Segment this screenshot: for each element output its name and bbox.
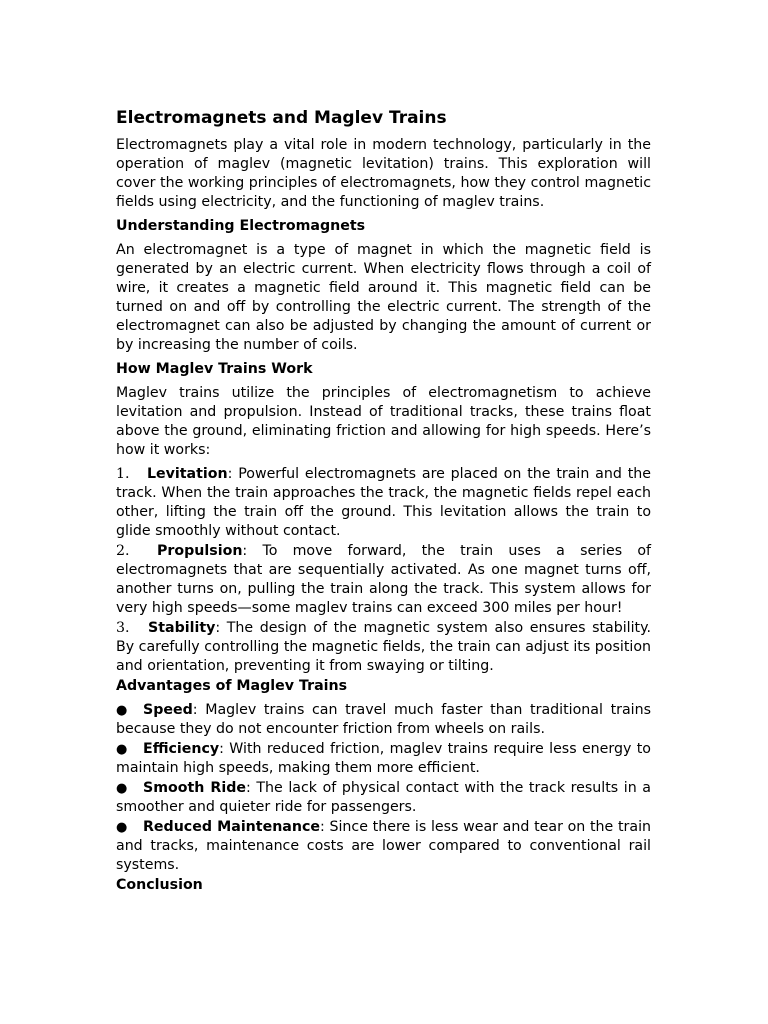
numbered-item-levitation — [116, 465, 651, 541]
bullet-item-speed — [116, 701, 651, 739]
electromagnets-paragraph: An electromagnet is a type of magnet in which the magnetic field is generated by an electric current. When electricity flows through a coil of wire, it creates a magnetic field around it. This magnetic field can be turned on and off by controlling the electric current. The strength of the electromagnet can also be adjusted by changing the amount of current or by increasing the number of coils. — [116, 242, 651, 353]
section-heading-electromagnets: Understanding Electromagnets — [116, 218, 366, 234]
document-page — [116, 100, 651, 900]
bullet-term: Reduced Maintenance — [143, 819, 320, 835]
intro-paragraph: Electromagnets play a vital role in modern technology, particularly in the operation of maglev (magnetic levitation) trains. This exploration will cover the working principles of electromagnets, how they control magnetic fields using electricity, and the functioning of maglev trains. — [116, 137, 651, 210]
bullet-text: : Maglev trains can travel much faster than traditional trains because they do not encounter friction from wheels on rails. — [116, 702, 651, 737]
numbered-item-stability — [116, 619, 651, 676]
bullet-icon: ● — [116, 742, 128, 757]
item-text: : Powerful electromagnets are placed on the train and the track. When the train approaches the track, the magnetic fields repel each other, lifting the train off the ground. This levitation allows the train to glide smoothly without contact. — [116, 466, 651, 539]
bullet-icon: ● — [116, 781, 128, 796]
bullet-item-reduced-maintenance — [116, 818, 651, 875]
item-text: : To move forward, the train uses a series of electromagnets that are sequentially activated. As one magnet turns off, another turns on, pulling the train along the track. This system allows for very high speeds—some maglev trains can exceed 300 miles per hour! — [116, 543, 651, 616]
section-heading-conclusion: Conclusion — [116, 877, 203, 893]
bullet-item-efficiency — [116, 740, 651, 778]
section-heading-advantages: Advantages of Maglev Trains — [116, 678, 348, 694]
bullet-term: Smooth Ride — [143, 780, 246, 796]
section-heading-maglev-work: How Maglev Trains Work — [116, 361, 313, 377]
bullet-term: Speed — [143, 702, 193, 718]
item-number: 2. — [116, 543, 130, 559]
bullet-text: : The lack of physical contact with the track results in a smoother and quieter ride for passengers. — [116, 780, 651, 815]
maglev-work-paragraph: Maglev trains utilize the principles of electromagnetism to achieve levitation and propulsion. Instead of traditional tracks, these trains float above the ground, eliminating friction and allowing for high speeds. Here’s how it works: — [116, 385, 651, 458]
item-number: 1. — [116, 466, 130, 482]
item-text: : The design of the magnetic system also ensures stability. By carefully controlling the magnetic fields, the train can adjust its position and orientation, preventing it from swaying or tilting. — [116, 620, 651, 674]
bullet-term: Efficiency — [143, 741, 220, 757]
item-term: Propulsion — [157, 543, 243, 559]
bullet-icon: ● — [116, 820, 128, 835]
bullet-text: : Since there is less wear and tear on the train and tracks, maintenance costs are lower compared to conventional rail systems. — [116, 819, 652, 873]
bullet-item-smooth-ride — [116, 779, 651, 817]
item-term: Levitation — [147, 466, 228, 482]
item-number: 3. — [116, 620, 130, 636]
bullet-icon: ● — [116, 703, 128, 718]
document-title: Electromagnets and Maglev Trains — [116, 108, 447, 128]
bullet-text: : With reduced friction, maglev trains require less energy to maintain high speeds, making them more efficient. — [116, 741, 651, 776]
item-term: Stability — [148, 620, 216, 636]
numbered-item-propulsion — [116, 542, 651, 618]
